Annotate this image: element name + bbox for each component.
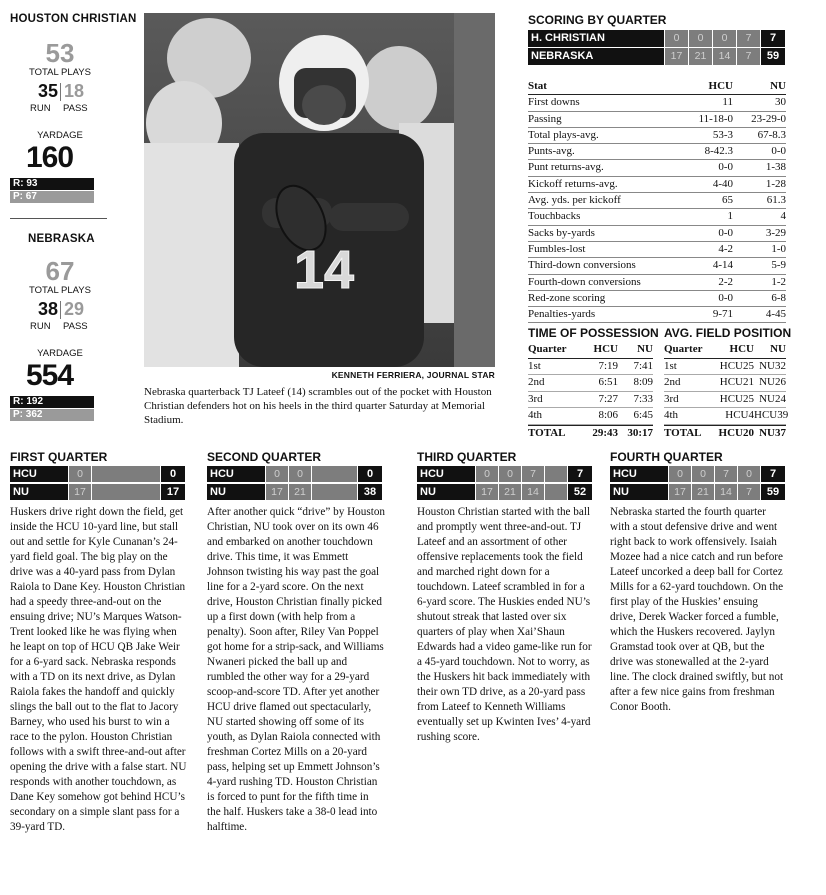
jersey-number: 14: [293, 240, 355, 300]
quarter-recap-text: Houston Christian started with the ball and promptly went three-and-out. TJ Lateef and an assortment of other offensive replacements took the field and marched right down for a touchdown. Lateef scrambled in for a 6-yard score. The Huskies ended NU’s shutout streak that lasted over six quarters of play when Xai’Shaun Edwards had a video game-like run for a 45-yard touchdown. Not to worry, as the Huskers hit back immediately with their own TD drive, as a 20-yard pass from Lateef to Kenneth Williams eventually set up Kwinten Ives’ 4-yard rushing score.: [417, 506, 592, 743]
stats-row: [528, 307, 786, 323]
stat-nu-value: 1-38: [765, 161, 786, 174]
stats-header-hcu: HCU: [708, 80, 733, 92]
scoring-team: NEBRASKA: [528, 48, 664, 65]
quarter-score-value: 17: [266, 484, 288, 500]
quarter-score-blank: [92, 484, 160, 500]
stat-name: Punt returns-avg.: [528, 161, 604, 174]
stat-nu-value: 61.3: [766, 194, 786, 207]
afp-nu-value: NU26: [759, 376, 786, 388]
scoring-row: [528, 48, 786, 65]
top-quarter: 3rd: [528, 392, 543, 405]
stat-name: Punts-avg.: [528, 145, 575, 158]
quarter-score-value: 7: [715, 466, 737, 482]
stats-row: [528, 177, 786, 193]
quarter-recap-text: Huskers drive right down the field, get inside the HCU 10-yard line, but stall out and settle for Kyle Cunanan’s 24-yard field goal. The big play on the drive was a 40-yard pass from Dylan Raiola to Dane Key. Houston Christian had a speedy three-and-out on the ensuing drive; NU’s Marques Watson-Trent looked like he was flying when he leapt on top of HCU QB Jake Weir for a 6-yard sack. Nebraska responds with a TD on its next drive, as Dylan Raiola fakes the handoff and quickly slings the ball out to the flat to Jacory Barney, who used his burst to win a race to the pylon. Houston Christian follows with a swift three-and-out after opening the drive with a false start. NU responds with another touchdown, as Dane Key somehow got behind HCU’s secondary on a simple slant pass for a 39-yard TD.: [10, 506, 187, 833]
stat-nu-value: 6-8: [771, 291, 786, 304]
nu-pass-label: PASS: [63, 321, 88, 332]
first-quarter-section: [10, 450, 188, 835]
hcu-pass-label: PASS: [63, 103, 88, 114]
top-hcu-value: 8:06: [598, 409, 618, 421]
stat-nu-value: 3-29: [765, 226, 786, 239]
scoring-title: SCORING BY QUARTER: [528, 13, 667, 27]
top-quarter: 4th: [528, 409, 543, 421]
quarter-score-total: 38: [358, 484, 382, 500]
quarter-score-team: NU: [417, 484, 475, 500]
top-header-nu: NU: [637, 343, 653, 355]
quarter-score-row: [10, 466, 188, 482]
stat-hcu-value: 0-0: [718, 291, 733, 304]
stats-header-row: [528, 79, 786, 95]
team-stats-table: [528, 79, 786, 323]
stats-row: [528, 209, 786, 225]
quarter-score-team: HCU: [207, 466, 265, 482]
divider: [10, 218, 107, 219]
quarter-score-total: 0: [358, 466, 382, 482]
stat-nu-value: 67-8.3: [757, 128, 786, 141]
quarter-score-row: [10, 484, 188, 500]
scoring-team: H. CHRISTIAN: [528, 30, 664, 47]
hcu-pass-count: 18: [64, 81, 85, 101]
quarter-score-value: 21: [289, 484, 311, 500]
nu-pass-count: 29: [64, 299, 85, 319]
stats-row: [528, 193, 786, 209]
afp-quarter: 4th: [664, 409, 679, 421]
stat-nu-value: 1-2: [771, 275, 786, 288]
stat-name: Sacks by-yards: [528, 226, 595, 239]
top-title: TIME OF POSSESSION: [528, 326, 659, 340]
scoring-quarter-value: 14: [713, 48, 736, 65]
stat-hcu-value: 0-0: [718, 226, 733, 239]
quarter-score-total: 59: [761, 484, 785, 500]
afp-row: [664, 375, 786, 392]
stat-hcu-value: 2-2: [718, 275, 733, 288]
hcu-total-plays: 53: [45, 38, 75, 68]
stat-nu-value: 0-0: [771, 145, 786, 158]
quarter-score-blank: [312, 466, 357, 482]
top-total-nu: 30:17: [627, 426, 653, 439]
fourth-quarter-section: [610, 450, 786, 715]
quarter-score-value: 0: [289, 466, 311, 482]
top-nu-value: 8:09: [633, 376, 653, 388]
stat-name: Penalties-yards: [528, 308, 596, 321]
stat-nu-value: 1-28: [765, 177, 786, 190]
hcu-rush-bar: R: 93: [10, 178, 94, 190]
divider: [60, 83, 61, 101]
hcu-team-name: HOUSTON CHRISTIAN: [10, 13, 137, 25]
quarter-score-value: 14: [715, 484, 737, 500]
stat-nu-value: 4-45: [765, 308, 786, 321]
hcu-pass-bar: P: 67: [10, 191, 94, 203]
top-row: [528, 359, 653, 376]
nu-run-pass: [22, 299, 98, 321]
divider: [60, 301, 61, 319]
stat-hcu-value: 53-3: [712, 128, 733, 141]
afp-total-row: [664, 425, 786, 442]
stat-name: Third-down conversions: [528, 259, 636, 272]
stat-hcu-value: 4-40: [712, 177, 733, 190]
afp-total-hcu: HCU20: [718, 426, 754, 439]
stats-row: [528, 275, 786, 291]
top-quarter: 2nd: [528, 376, 545, 388]
stat-name: Avg. yds. per kickoff: [528, 194, 621, 207]
photo-caption: Nebraska quarterback TJ Lateef (14) scrambles out of the pocket with Houston Christian defenders hot on his heels in the third quarter Saturday at Memorial Stadium.: [144, 386, 492, 426]
afp-hcu-value: HCU21: [719, 376, 754, 388]
quarter-score-value: 0: [476, 466, 498, 482]
quarter-score-blank: [312, 484, 357, 500]
nu-run-count: 38: [37, 299, 58, 319]
stat-name: Passing: [528, 112, 562, 125]
afp-row: [664, 408, 789, 425]
stat-hcu-value: 4-14: [712, 259, 733, 272]
game-photo: [144, 13, 495, 367]
nu-total-plays: 67: [45, 256, 75, 286]
quarter-score-value: 0: [669, 466, 691, 482]
scoring-quarter-value: 0: [713, 30, 736, 47]
top-total-label: TOTAL: [528, 426, 566, 439]
stat-name: Touchbacks: [528, 210, 581, 223]
quarter-score-value: 14: [522, 484, 544, 500]
quarter-title: SECOND QUARTER: [207, 450, 322, 464]
time-of-possession-table: [528, 342, 653, 441]
quarterback-photo-illustration: [144, 13, 495, 367]
afp-quarter: 2nd: [664, 376, 681, 388]
scoring-quarter-value: 7: [737, 48, 760, 65]
quarter-score-row: [207, 466, 385, 482]
top-nu-value: 7:41: [633, 359, 653, 372]
stat-hcu-value: 1: [727, 210, 733, 223]
top-header-hcu: HCU: [593, 343, 618, 355]
stat-hcu-value: 4-2: [718, 242, 733, 255]
stats-row: [528, 242, 786, 258]
quarter-score-blank: [92, 466, 160, 482]
stats-row: [528, 95, 786, 111]
stat-name: Red-zone scoring: [528, 291, 606, 304]
stat-name: First downs: [528, 96, 580, 109]
stat-name: Kickoff returns-avg.: [528, 177, 618, 190]
afp-nu-value: NU32: [759, 359, 786, 372]
top-quarter: 1st: [528, 359, 541, 372]
stat-name: Fourth-down conversions: [528, 275, 641, 288]
quarter-title: FIRST QUARTER: [10, 450, 108, 464]
stat-nu-value: 5-9: [771, 259, 786, 272]
quarter-title: FOURTH QUARTER: [610, 450, 723, 464]
nu-run-label: RUN: [30, 321, 51, 332]
hcu-run-label: RUN: [30, 103, 51, 114]
quarter-score-value: 17: [669, 484, 691, 500]
photo-credit: KENNETH FERRIERA, JOURNAL STAR: [331, 370, 495, 380]
afp-quarter: 1st: [664, 359, 677, 372]
quarter-score-blank: [545, 466, 567, 482]
second-quarter-section: [207, 450, 385, 835]
afp-total-nu: NU37: [759, 426, 786, 439]
stat-nu-value: 1-0: [771, 242, 786, 255]
quarter-score-team: HCU: [10, 466, 68, 482]
afp-hcu-value: HCU4: [725, 409, 754, 421]
top-nu-value: 7:33: [633, 392, 653, 405]
stats-row: [528, 291, 786, 307]
quarter-score-value: 0: [499, 466, 521, 482]
afp-hcu-value: HCU25: [719, 359, 754, 372]
afp-header-quarter: Quarter: [664, 343, 703, 355]
top-header-row: [528, 342, 653, 358]
stat-hcu-value: 11: [722, 96, 733, 109]
quarter-score-team: NU: [207, 484, 265, 500]
nu-total-plays-label: TOTAL PLAYS: [29, 285, 91, 296]
afp-quarter: 3rd: [664, 392, 679, 405]
stats-row: [528, 258, 786, 274]
third-quarter-section: [417, 450, 593, 745]
stat-nu-value: 30: [775, 96, 786, 109]
stat-hcu-value: 0-0: [718, 161, 733, 174]
stat-nu-value: 23-29-0: [751, 112, 786, 125]
nu-team-name: NEBRASKA: [28, 233, 95, 245]
quarter-score-value: 7: [738, 484, 760, 500]
quarter-score-value: 0: [69, 466, 91, 482]
top-total-hcu: 29:43: [592, 426, 618, 439]
avg-field-position-table: [664, 342, 789, 441]
quarter-score-value: 17: [69, 484, 91, 500]
nu-yardage-label: YARDAGE: [37, 348, 83, 359]
quarter-recap-text: After another quick “drive” by Houston Christian, NU took over on its own 46 and embarked on another touchdown drive. This time, it was Emmett Johnson twisting his way past the goal line for a 2-yard score. On the next drive, Houston Christian finally picked up a first down (with help from a penalty). Soon after, Riley Van Poppel got home for a strip-sack, and Williams Nwaneri picked the ball up and rumbled the other way for a 29-yard scoop-and-score TD. After yet another HCU drive flamed out spectacularly, NU started showing off some of its youth, as Dylan Raiola connected with freshman Cortez Mills on a 20-yard pass, helping set up Emmett Johnson’s 4-yard rushing TD. Houston Christian is forced to punt for the fifth time in the half. Huskers take a 38-0 lead into halftime.: [207, 506, 386, 833]
top-row: [528, 408, 653, 425]
stat-name: Fumbles-lost: [528, 242, 586, 255]
top-row: [528, 392, 653, 409]
quarter-recap-text: Nebraska started the fourth quarter with a stout defensive drive and went right back to work offensively. Isaiah Mozee had a nice catch and run before Lateef uncorked a deep ball for Cortez Mills for a 62-yard touchdown. On the first play of the Huskies’ ensuing drive, Derek Wacker forced a fumble, which the Huskers recovered. Jaylyn Gramstad took over at QB, but the drive was stonewalled at the 2-yard line. The clock drained swiftly, but not after a few nice gains from freshman Conor Booth.: [610, 506, 784, 713]
hcu-total-plays-label: TOTAL PLAYS: [29, 67, 91, 78]
afp-title: AVG. FIELD POSITION: [664, 326, 792, 340]
stats-row: [528, 112, 786, 128]
afp-nu-value: HCU39: [754, 409, 789, 421]
quarter-score-blank: [545, 484, 567, 500]
scoring-quarter-value: 0: [665, 30, 688, 47]
scoring-quarter-value: 21: [689, 48, 712, 65]
stats-header-nu: NU: [770, 80, 786, 92]
quarter-score-total: 7: [568, 466, 592, 482]
quarter-score-value: 0: [692, 466, 714, 482]
stats-row: [528, 160, 786, 176]
afp-header-nu: NU: [770, 343, 786, 355]
stat-name: Total plays-avg.: [528, 128, 599, 141]
scoring-row: [528, 30, 786, 47]
top-total-row: [528, 425, 653, 442]
afp-nu-value: NU24: [759, 392, 786, 405]
quarter-score-total: 7: [761, 466, 785, 482]
quarter-score-row: [207, 484, 385, 500]
afp-header-hcu: HCU: [729, 343, 754, 355]
quarter-score-value: 21: [499, 484, 521, 500]
nu-yardage: 554: [26, 359, 74, 392]
quarter-score-value: 17: [476, 484, 498, 500]
scoring-total: 7: [761, 30, 785, 47]
quarter-score-value: 7: [522, 466, 544, 482]
hcu-run-count: 35: [37, 81, 58, 101]
top-header-quarter: Quarter: [528, 343, 567, 355]
stat-hcu-value: 65: [722, 194, 733, 207]
scoring-quarter-value: 7: [737, 30, 760, 47]
quarter-score-row: [610, 484, 786, 500]
scoring-total: 59: [761, 48, 785, 65]
scoring-table: [528, 30, 786, 66]
stats-header-stat: Stat: [528, 80, 547, 92]
afp-row: [664, 359, 786, 376]
nu-rush-bar: R: 192: [10, 396, 94, 408]
afp-hcu-value: HCU25: [719, 392, 754, 405]
stat-hcu-value: 8-42.3: [704, 145, 733, 158]
top-hcu-value: 7:27: [598, 392, 618, 405]
quarter-score-value: 0: [738, 466, 760, 482]
stats-row: [528, 226, 786, 242]
scoring-quarter-value: 17: [665, 48, 688, 65]
scoring-quarter-value: 0: [689, 30, 712, 47]
quarter-score-total: 52: [568, 484, 592, 500]
quarter-score-team: HCU: [417, 466, 475, 482]
quarter-score-row: [610, 466, 786, 482]
quarter-score-value: 0: [266, 466, 288, 482]
afp-row: [664, 392, 786, 409]
quarter-score-team: HCU: [610, 466, 668, 482]
top-nu-value: 6:45: [633, 409, 653, 421]
stats-row: [528, 128, 786, 144]
quarter-score-row: [417, 484, 593, 500]
stat-hcu-value: 9-71: [712, 308, 733, 321]
stat-hcu-value: 11-18-0: [698, 112, 733, 125]
quarter-score-total: 17: [161, 484, 185, 500]
hcu-yardage: 160: [26, 141, 74, 174]
quarter-score-total: 0: [161, 466, 185, 482]
afp-total-label: TOTAL: [664, 426, 702, 439]
afp-header-row: [664, 342, 786, 358]
nu-pass-bar: P: 362: [10, 409, 94, 421]
stats-row: [528, 144, 786, 160]
stats-rows: [528, 95, 786, 323]
top-hcu-value: 6:51: [598, 376, 618, 388]
quarter-score-team: NU: [10, 484, 68, 500]
quarter-score-value: 21: [692, 484, 714, 500]
hcu-yardage-label: YARDAGE: [37, 130, 83, 141]
quarter-title: THIRD QUARTER: [417, 450, 517, 464]
quarter-score-team: NU: [610, 484, 668, 500]
top-row: [528, 375, 653, 392]
quarter-score-row: [417, 466, 593, 482]
hcu-run-pass: [22, 81, 98, 103]
stat-nu-value: 4: [780, 210, 786, 223]
top-hcu-value: 7:19: [598, 359, 618, 372]
